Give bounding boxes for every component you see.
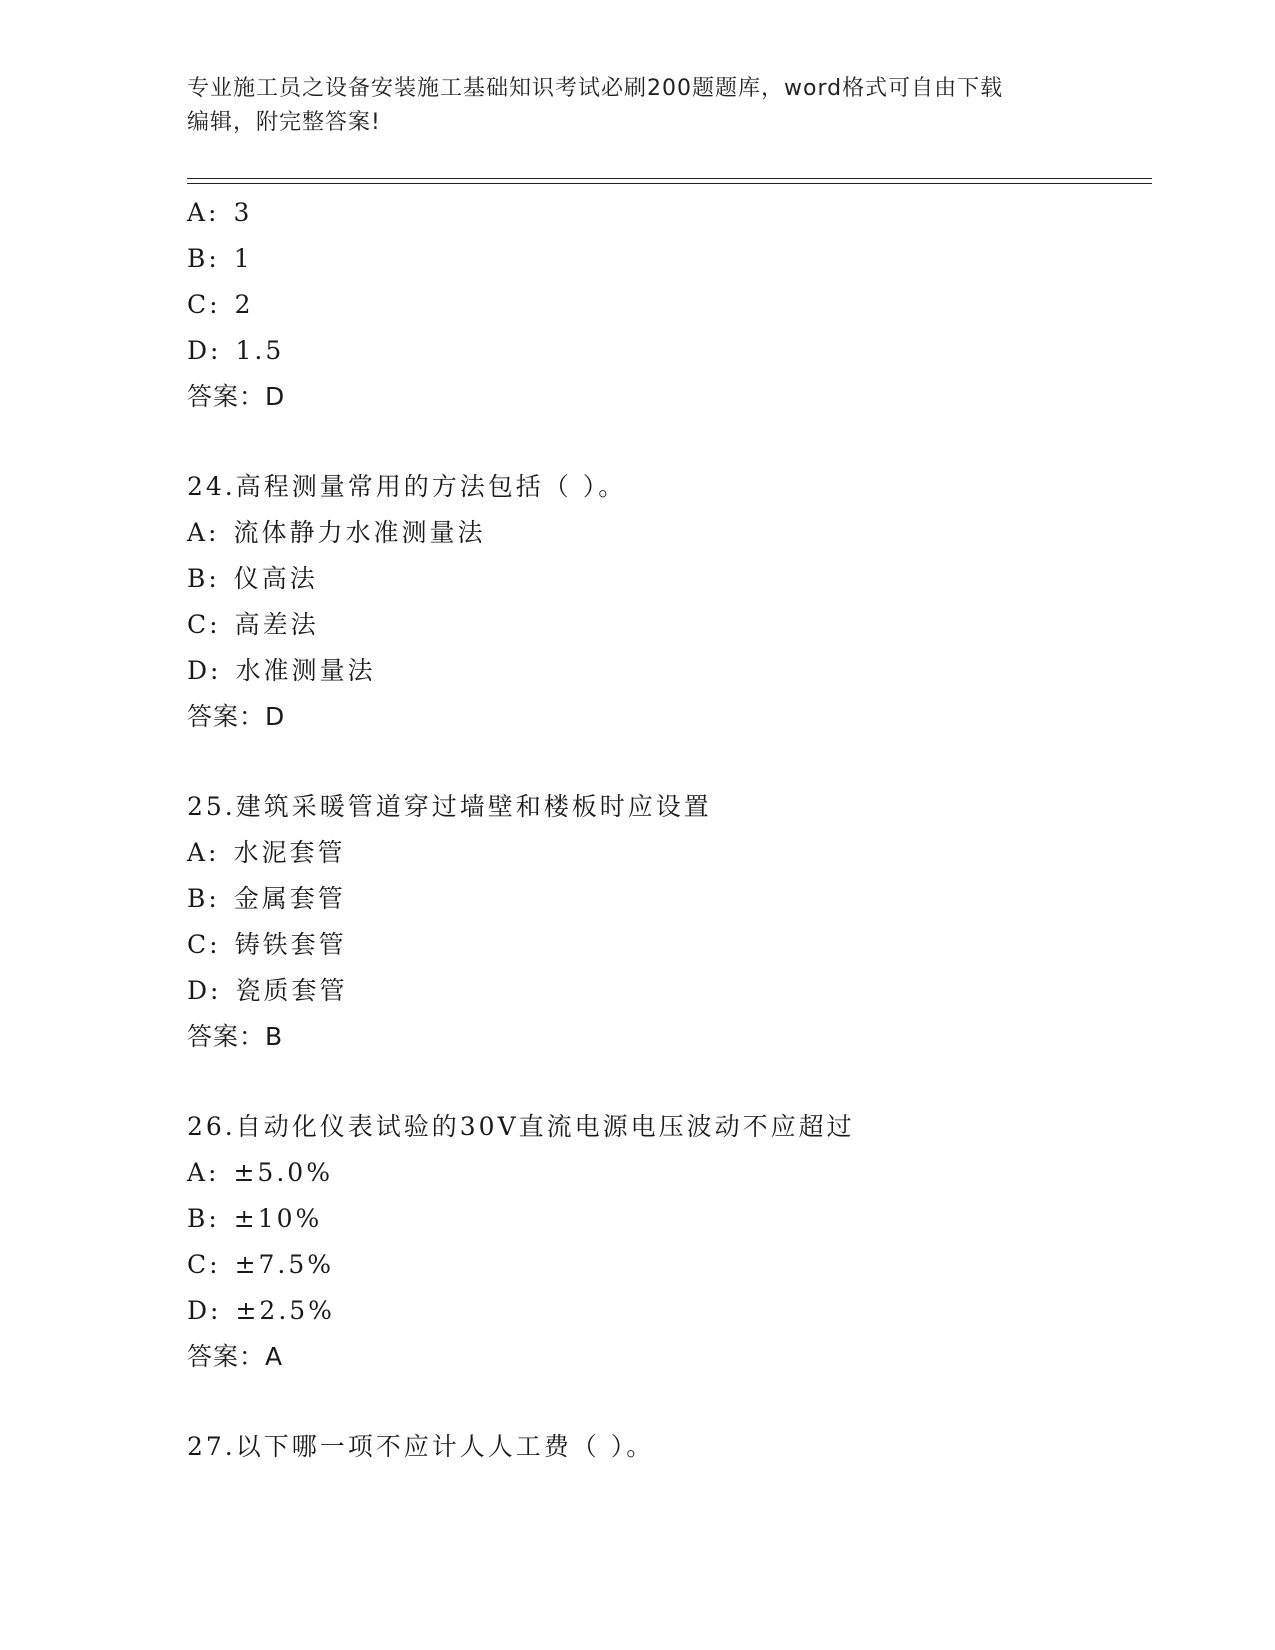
option-c: C: 铸铁套管 bbox=[187, 930, 347, 959]
option-d: D: 水准测量法 bbox=[187, 656, 376, 685]
header-rule-bottom bbox=[187, 183, 1152, 184]
question-block-24 bbox=[187, 464, 1147, 740]
option-b: B: ±10% bbox=[187, 1204, 323, 1233]
option-d: D: ±2.5% bbox=[187, 1296, 335, 1325]
option-b: B: 1 bbox=[187, 244, 253, 273]
question-block-26 bbox=[187, 1104, 1147, 1380]
document-header bbox=[187, 72, 1087, 140]
option-c: C: ±7.5% bbox=[187, 1250, 335, 1279]
option-b: B: 金属套管 bbox=[187, 884, 346, 913]
answer-line: 答案：A bbox=[187, 1342, 284, 1371]
question-list bbox=[187, 190, 1147, 1470]
option-a: A: 流体静力水准测量法 bbox=[187, 518, 486, 547]
question-text: 26.自动化仪表试验的30V直流电源电压波动不应超过 bbox=[187, 1112, 855, 1141]
option-c: C: 2 bbox=[187, 290, 254, 319]
header-rule-top bbox=[187, 178, 1152, 179]
header-line-2: 编辑，附完整答案! bbox=[187, 110, 381, 135]
option-a: A: ±5.0% bbox=[187, 1158, 333, 1187]
question-text: 25.建筑采暖管道穿过墙壁和楼板时应设置 bbox=[187, 792, 712, 821]
question-text: 27.以下哪一项不应计人人工费（ ）。 bbox=[187, 1432, 655, 1461]
question-block-23 bbox=[187, 190, 1147, 420]
question-block-27 bbox=[187, 1424, 1147, 1470]
header-line-1: 专业施工员之设备安装施工基础知识考试必刷200题题库，word格式可自由下载 bbox=[187, 76, 1004, 101]
answer-line: 答案：D bbox=[187, 702, 286, 731]
option-b: B: 仪高法 bbox=[187, 564, 318, 593]
option-d: D: 瓷质套管 bbox=[187, 976, 348, 1005]
question-text: 24.高程测量常用的方法包括（ ）。 bbox=[187, 472, 627, 501]
option-a: A: 3 bbox=[187, 198, 253, 227]
question-block-25 bbox=[187, 784, 1147, 1060]
answer-line: 答案：B bbox=[187, 1022, 284, 1051]
option-a: A: 水泥套管 bbox=[187, 838, 346, 867]
option-c: C: 高差法 bbox=[187, 610, 319, 639]
option-d: D: 1.5 bbox=[187, 336, 285, 365]
answer-line: 答案：D bbox=[187, 382, 286, 411]
